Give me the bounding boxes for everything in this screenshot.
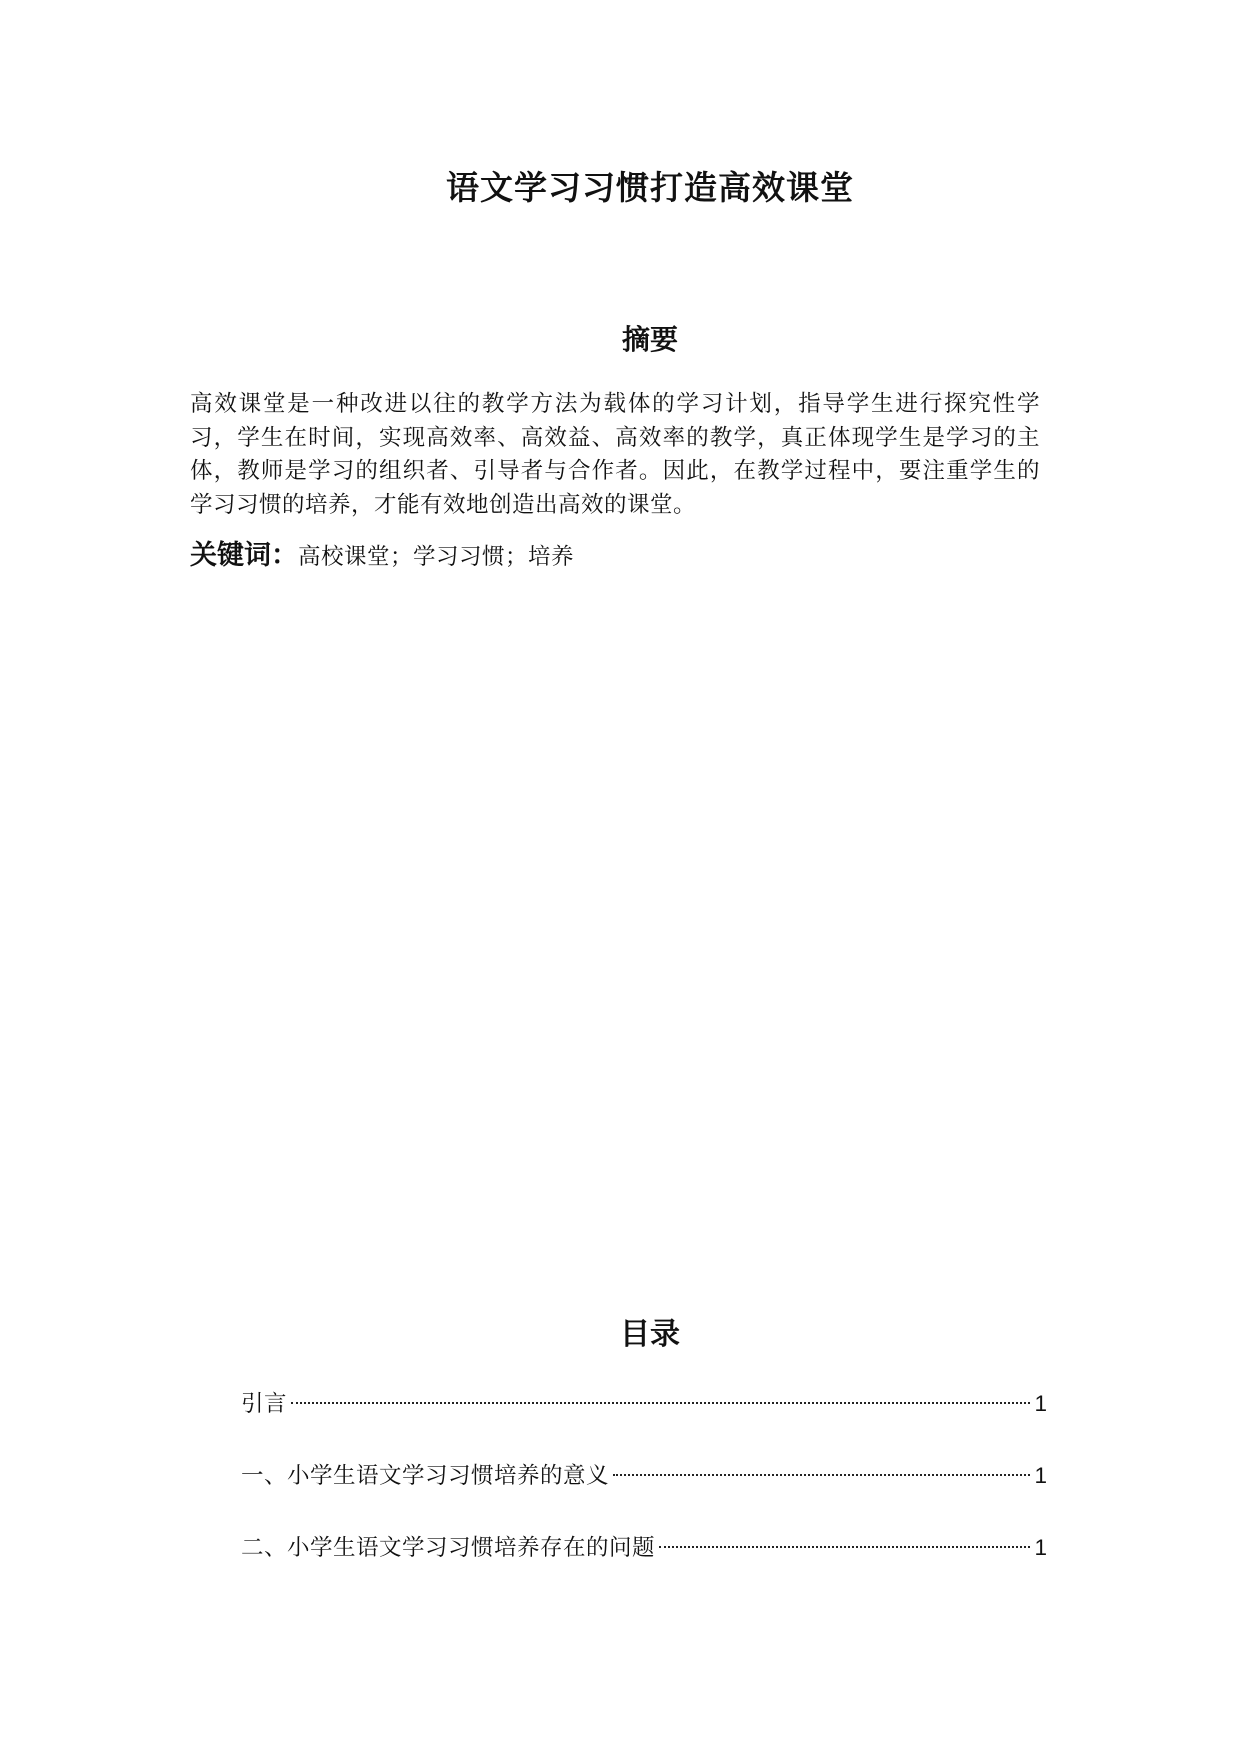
- toc-list: [241, 1386, 1047, 1602]
- keywords-value: 高校课堂；学习习惯；培养: [298, 544, 575, 570]
- toc-entry-page: 1: [1034, 1463, 1047, 1488]
- document-title: 语文学习习惯打造高效课堂: [446, 168, 854, 207]
- toc-entry-label: 引言: [241, 1391, 288, 1417]
- keywords-label: 关键词：: [190, 540, 298, 571]
- toc-dot-leader: [659, 1546, 1030, 1548]
- toc-entry-problems[interactable]: [241, 1530, 1047, 1566]
- toc-entry-significance[interactable]: [241, 1458, 1047, 1494]
- toc-entry-label: 二、小学生语文学习习惯培养存在的问题: [241, 1535, 656, 1561]
- toc-entry-introduction[interactable]: [241, 1386, 1047, 1422]
- abstract-heading: 摘要: [621, 323, 678, 356]
- toc-entry-label: 一、小学生语文学习习惯培养的意义: [241, 1463, 610, 1489]
- toc-dot-leader: [613, 1474, 1030, 1476]
- abstract-body: 高效课堂是一种改进以往的教学方法为载体的学习计划，指导学生进行探究性学习，学生在时间，实现高效率、高效益、高效率的教学，真正体现学生是学习的主体，教师是学习的组织者、引导者与合作者。因此，在教学过程中，要注重学生的学习习惯的培养，才能有效地创造出高效的课堂。: [190, 391, 1040, 518]
- toc-entry-page: 1: [1034, 1535, 1047, 1560]
- keywords-line: [190, 536, 1040, 579]
- toc-entry-page: 1: [1034, 1391, 1047, 1416]
- toc-dot-leader: [291, 1402, 1030, 1404]
- toc-heading: 目录: [620, 1317, 680, 1352]
